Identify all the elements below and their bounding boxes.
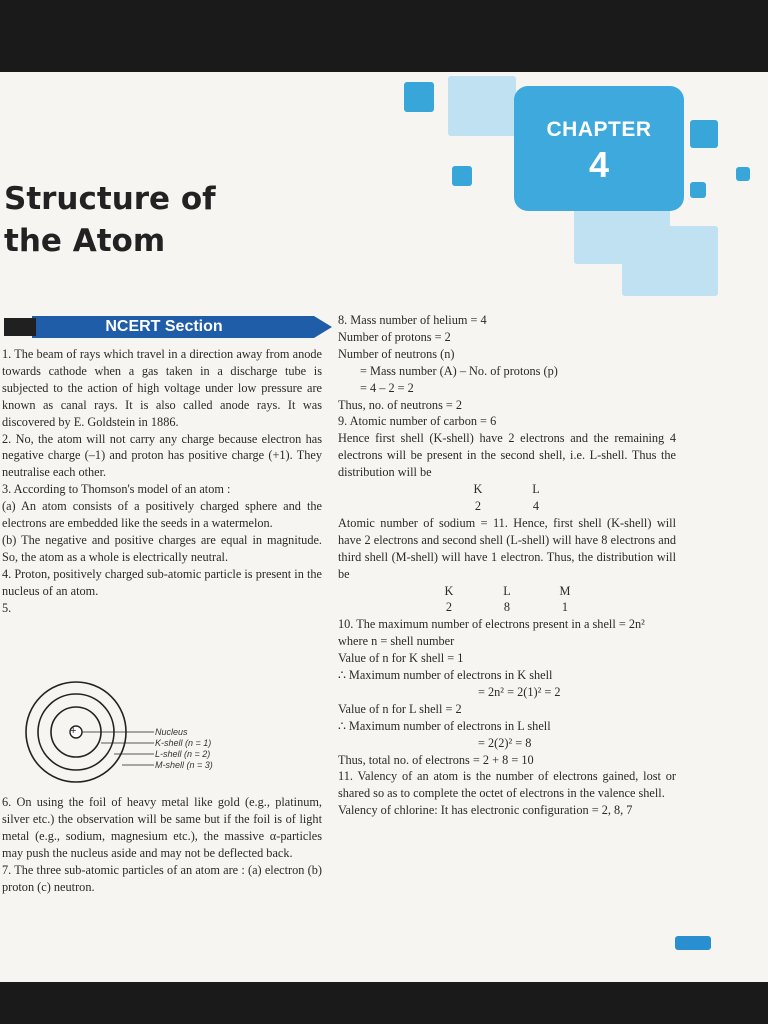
page-corner-marker — [675, 936, 711, 950]
atom-diagram-svg — [14, 676, 274, 786]
sodium-distribution-values — [338, 599, 676, 616]
answer-6: 6. On using the foil of heavy metal like gold (e.g., platinum, silver etc.) the observation will be same but if the foil is of light metal (e.g., sodium, magnesium etc.), the massive α-particles may push the nucleus aside and may not be deflected back. — [2, 795, 322, 860]
carbon-distribution-values — [338, 498, 676, 515]
answer-9: 9. Atomic number of carbon = 6 — [338, 414, 497, 429]
chapter-number: 4 — [588, 144, 610, 185]
decor-square — [690, 182, 706, 198]
sodium-distribution-header — [338, 583, 676, 600]
answer-7: 7. The three sub-atomic particles of an atom are : (a) electron (b) proton (c) neutron. — [2, 862, 322, 894]
answer-5: 5. — [2, 600, 12, 615]
shell-l: L — [503, 583, 511, 598]
chapter-title — [4, 178, 216, 262]
shell-m: M — [559, 583, 571, 598]
shell-k: K — [444, 583, 454, 598]
shell-l: L — [532, 482, 540, 497]
decor-square — [448, 76, 516, 136]
answer-8-calc: = 4 – 2 = 2 — [360, 380, 414, 395]
chapter-label: CHAPTER — [546, 118, 652, 141]
answer-10-where: where n = shell number — [338, 634, 455, 649]
value-k: 2 — [445, 600, 453, 615]
answer-10-l-value: Value of n for L shell = 2 — [338, 701, 462, 716]
banner-text: NCERT Section — [105, 318, 223, 335]
answer-8-protons: Number of protons = 2 — [338, 329, 451, 344]
decor-square — [690, 120, 718, 148]
answer-9-sodium: Atomic number of sodium = 11. Hence, first shell (K-shell) will have 2 electrons and second shell (L-shell) will have 8 electrons and third shell (M-shell) will have 1 electron. Thus, the distribution will be — [338, 515, 676, 581]
answer-9-text: Hence first shell (K-shell) have 2 electrons and the remaining 4 electrons will be present in the second shell, i.e. L-shell. Thus the distribution will be — [338, 431, 676, 480]
answer-10: 10. The maximum number of electrons present in a shell = 2n² — [338, 617, 645, 632]
answer-8-neutrons: Number of neutrons (n) — [338, 346, 455, 361]
atom-shell-diagram — [14, 676, 274, 786]
chapter-badge — [514, 86, 684, 211]
answer-8-formula: = Mass number (A) – No. of protons (p) — [360, 363, 558, 378]
section-banner — [4, 316, 322, 340]
answer-10-k-max: ∴ Maximum number of electrons in K shell — [338, 668, 553, 683]
answer-10-l-max: ∴ Maximum number of electrons in L shell — [338, 718, 551, 733]
shell-k: K — [473, 482, 483, 497]
value-m: 1 — [561, 600, 569, 615]
answer-3a: (a) An atom consists of a positively charged sphere and the electrons are embedded like the seeds in a watermelon. — [2, 499, 322, 531]
answer-11-chlorine: Valency of chlorine: It has electronic configuration = 2, 8, 7 — [338, 803, 633, 818]
answer-3: 3. According to Thomson's model of an atom : — [2, 482, 231, 497]
label-k-shell: K-shell (n = 1) — [155, 738, 212, 748]
answer-10-total: Thus, total no. of electrons = 2 + 8 = 10 — [338, 752, 534, 767]
answer-11: 11. Valency of an atom is the number of electrons gained, lost or shared so as to complete the octet of electrons in the valence shell. — [338, 769, 676, 801]
answer-10-l-calc: = 2(2)² = 8 — [478, 735, 532, 750]
label-m-shell: M-shell (n = 3) — [155, 760, 213, 770]
answer-10-k-calc: = 2n² = 2(1)² = 2 — [478, 684, 561, 699]
value-l: 4 — [532, 498, 540, 513]
answer-10-k-value: Value of n for K shell = 1 — [338, 651, 464, 666]
title-line-1: Structure of — [4, 181, 216, 217]
right-column — [338, 312, 676, 819]
value-k: 2 — [474, 498, 482, 513]
label-l-shell: L-shell (n = 2) — [155, 749, 211, 759]
nucleus-sign: + — [70, 725, 77, 737]
banner-tab — [4, 318, 36, 336]
answer-4: 4. Proton, positively charged sub-atomic particle is present in the nucleus of an atom. — [2, 566, 322, 598]
left-column — [2, 346, 322, 617]
decor-square — [736, 167, 750, 181]
answer-1: 1. The beam of rays which travel in a direction away from anode towards cathode when a gas taken in a discharge tube is subjected to the action of high voltage under low pressure are known as canal rays. It is also called anode rays. It was discovered by E. Goldstein in 1886. — [2, 347, 322, 429]
label-nucleus: Nucleus — [155, 727, 188, 737]
value-l: 8 — [503, 600, 511, 615]
answer-8-result: Thus, no. of neutrons = 2 — [338, 397, 463, 412]
left-column-lower — [2, 794, 322, 895]
answer-2: 2. No, the atom will not carry any charge because electron has negative charge (–1) and proton has positive charge (+1). They neutralise each other. — [2, 431, 322, 480]
decor-square — [404, 82, 434, 112]
decor-square — [622, 226, 718, 296]
answer-3b: (b) The negative and positive charges are equal in magnitude. So, the atom as a whole is electrically neutral. — [2, 532, 322, 564]
title-line-2: the Atom — [4, 223, 166, 259]
decor-square — [452, 166, 472, 186]
answer-8: 8. Mass number of helium = 4 — [338, 313, 487, 327]
carbon-distribution-header — [338, 481, 676, 498]
